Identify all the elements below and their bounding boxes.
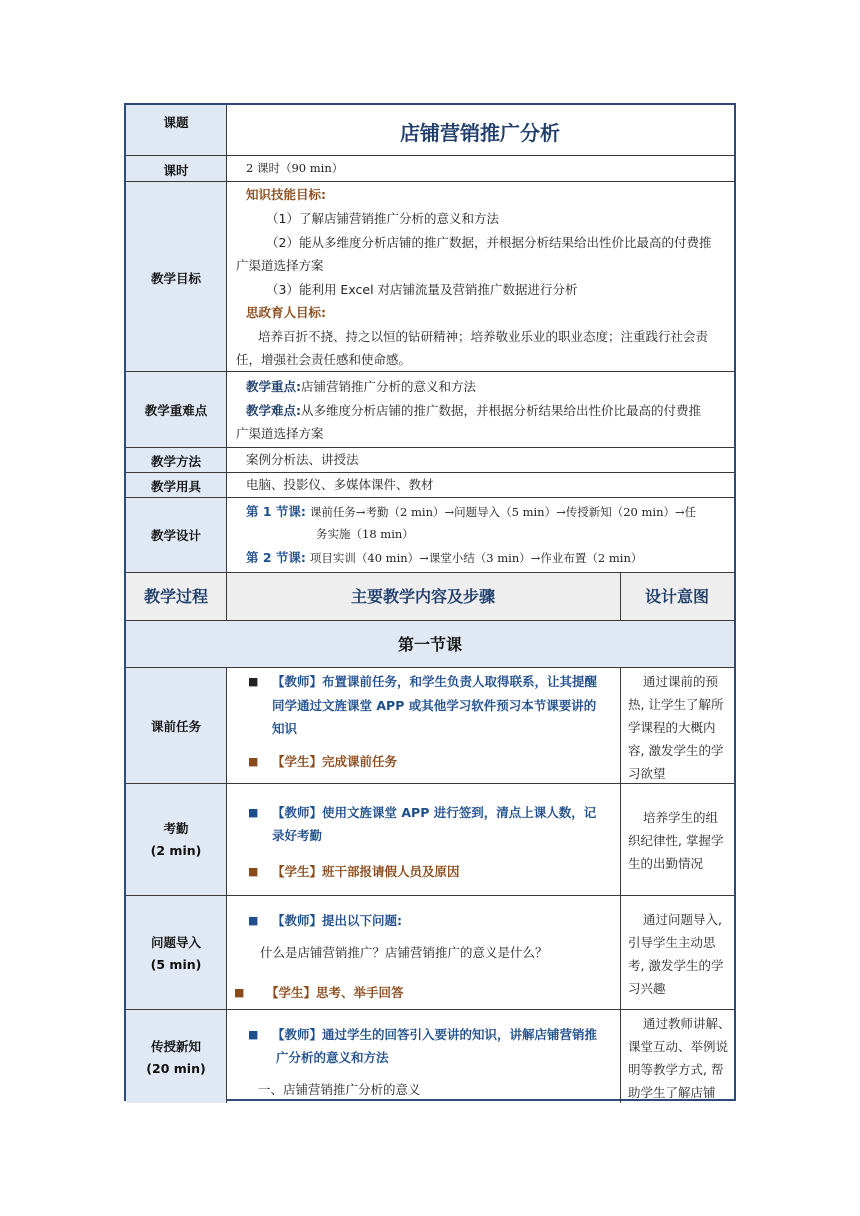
attendance-time: (2 min) <box>150 843 202 858</box>
intro-intent: 引导学生主动思 <box>628 935 716 950</box>
intro-time: (5 min) <box>150 957 202 972</box>
knowledge-item: 广渠道选择方案 <box>236 258 324 273</box>
new-knowledge-intent: 通过教师讲解、 <box>643 1016 731 1031</box>
lesson1-prefix: 第 1 节课: <box>246 504 306 519</box>
lesson1-text: 课前任务→考勤（2 min）→问题导入（5 min）→传授新知（20 min）→任 <box>309 505 697 519</box>
new-knowledge-time: (20 min) <box>146 1061 206 1076</box>
intro-label: 问题导入 <box>150 935 201 950</box>
new-knowledge-teacher: 【教师】通过学生的回答引入要讲的知识，讲解店铺营销推 <box>272 1027 598 1042</box>
pre-task-teacher: 【教师】布置课前任务，和学生负责人取得联系，让其提醒 <box>272 674 598 689</box>
hours-label: 课时 <box>163 163 189 178</box>
hours-value: 2 课时（90 min） <box>246 161 344 175</box>
square-bullet-icon: ■ <box>248 755 259 768</box>
pre-task-intent: 通过课前的预 <box>643 674 719 689</box>
knowledge-item: （3）能利用 Excel 对店铺流量及营销推广数据进行分析 <box>266 282 578 297</box>
new-knowledge-intent: 明等教学方式, 帮 <box>628 1062 724 1077</box>
intro-intent: 考, 激发学生的学 <box>628 958 724 973</box>
tools-value: 电脑、投影仪、多媒体课件、教材 <box>246 477 434 492</box>
focus-line <box>246 375 476 398</box>
intro-teacher: 【教师】提出以下问题: <box>272 913 402 928</box>
knowledge-item: （1）了解店铺营销推广分析的意义和方法 <box>266 211 499 226</box>
difficulty-text: 从多维度分析店铺的推广数据，并根据分析结果给出性价比最高的付费推 <box>301 403 702 418</box>
method-label: 教学方法 <box>150 454 201 469</box>
intro-student: 【学生】思考、举手回答 <box>266 985 404 1000</box>
method-value: 案例分析法、讲授法 <box>246 452 359 467</box>
page-title: 店铺营销推广分析 <box>400 121 560 145</box>
focus-prefix: 教学重点: <box>246 379 301 394</box>
objectives-label: 教学目标 <box>150 271 201 286</box>
title-label: 课题 <box>163 115 189 130</box>
new-knowledge-subheading: 一、店铺营销推广分析的意义 <box>258 1082 421 1097</box>
intent-col-header: 设计意图 <box>644 587 709 606</box>
difficulty-cont: 广渠道选择方案 <box>236 426 324 441</box>
knowledge-heading: 知识技能目标: <box>246 187 326 202</box>
lesson-plan-table <box>124 103 736 1101</box>
attendance-intent: 培养学生的组 <box>643 810 719 825</box>
square-bullet-icon: ■ <box>248 806 259 819</box>
new-knowledge-teacher: 广分析的意义和方法 <box>276 1050 389 1065</box>
content-col-header: 主要教学内容及步骤 <box>350 587 495 606</box>
pre-task-label: 课前任务 <box>150 719 201 734</box>
keypoints-label: 教学重难点 <box>144 403 208 418</box>
knowledge-item: （2）能从多维度分析店铺的推广数据，并根据分析结果给出性价比最高的付费推 <box>266 235 712 250</box>
difficulty-line <box>246 399 701 422</box>
ideology-text: 任，增强社会责任感和使命感。 <box>236 352 412 367</box>
square-bullet-icon: ■ <box>248 1028 259 1041</box>
pre-task-intent: 容, 激发学生的学 <box>628 743 724 758</box>
lesson1-line <box>246 500 696 524</box>
square-bullet-icon: ■ <box>234 986 245 999</box>
pre-task-teacher: 知识 <box>272 721 298 736</box>
pre-task-teacher: 同学通过文旌课堂 APP 或其他学习软件预习本节课要讲的 <box>272 698 597 713</box>
square-bullet-icon: ■ <box>248 675 259 688</box>
intro-intent: 习兴趣 <box>628 981 666 996</box>
attendance-intent: 生的出勤情况 <box>628 856 704 871</box>
design-label: 教学设计 <box>150 528 201 543</box>
section-title: 第一节课 <box>397 635 462 654</box>
ideology-text: 培养百折不挠、持之以恒的钻研精神；培养敬业乐业的职业态度；注重践行社会责 <box>258 329 709 344</box>
difficulty-prefix: 教学难点: <box>246 403 301 418</box>
square-bullet-icon: ■ <box>248 865 259 878</box>
lesson2-prefix: 第 2 节课: <box>246 550 306 565</box>
lesson2-line <box>246 546 642 570</box>
ideology-heading: 思政育人目标: <box>246 305 326 320</box>
pre-task-student: 【学生】完成课前任务 <box>272 754 398 769</box>
tools-label: 教学用具 <box>150 479 201 494</box>
lesson1-cont: 务实施（18 min） <box>316 527 414 541</box>
pre-task-intent: 学课程的大概内 <box>628 720 716 735</box>
attendance-label: 考勤 <box>163 821 189 836</box>
new-knowledge-intent: 课堂互动、举例说 <box>628 1039 729 1054</box>
intro-question: 什么是店铺营销推广？店铺营销推广的意义是什么？ <box>260 945 548 960</box>
focus-text: 店铺营销推广分析的意义和方法 <box>301 379 477 394</box>
square-bullet-icon: ■ <box>248 914 259 927</box>
pre-task-intent: 热, 让学生了解所 <box>628 697 724 712</box>
pre-task-intent: 习欲望 <box>628 766 666 781</box>
attendance-intent: 织纪律性, 掌握学 <box>628 833 724 848</box>
attendance-teacher: 录好考勤 <box>272 828 323 843</box>
attendance-student: 【学生】班干部报请假人员及原因 <box>272 864 460 879</box>
attendance-teacher: 【教师】使用文旌课堂 APP 进行签到，清点上课人数，记 <box>272 805 597 820</box>
intro-intent: 通过问题导入, <box>643 912 722 927</box>
lesson2-text: 项目实训（40 min）→课堂小结（3 min）→作业布置（2 min） <box>309 551 643 565</box>
new-knowledge-intent: 助学生了解店铺 <box>628 1085 716 1100</box>
process-col-header: 教学过程 <box>143 587 208 606</box>
new-knowledge-label: 传授新知 <box>150 1039 201 1054</box>
